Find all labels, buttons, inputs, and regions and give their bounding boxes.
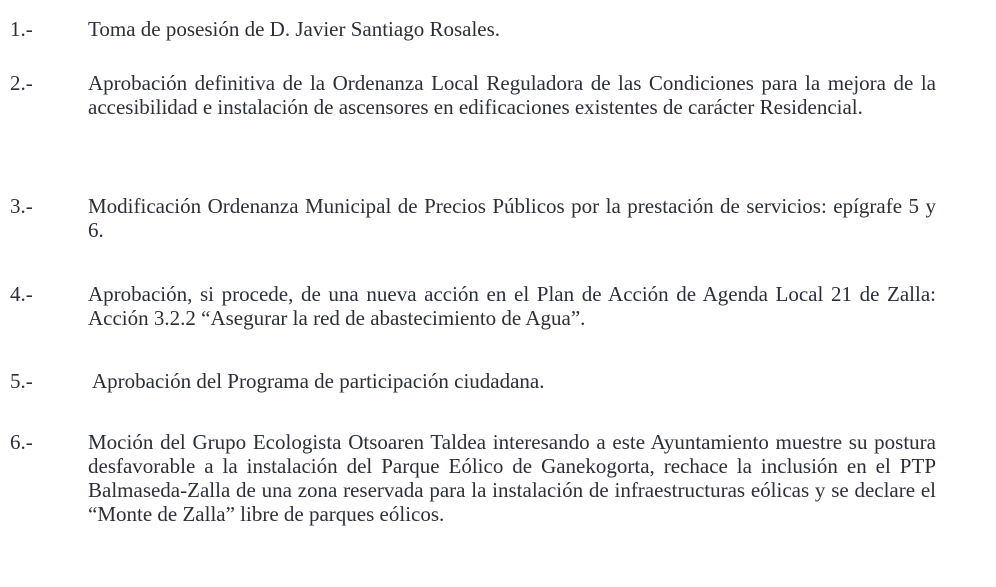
item-text: Aprobación, si procede, de una nueva acción en el Plan de Acción de Agenda Local 21 de Zalla: Acción 3.2.2 “Asegurar la red de abastecimiento de Agua”.	[88, 282, 936, 330]
item-number: 1.-	[10, 17, 33, 41]
item-text: Aprobación definitiva de la Ordenanza Local Reguladora de las Condiciones para la mejora de la accesibilidad e instalación de ascensores en edificaciones existentes de carácter Residencial.	[88, 71, 936, 119]
item-number: 2.-	[10, 71, 33, 95]
item-text: Moción del Grupo Ecologista Otsoaren Taldea interesando a este Ayuntamiento muestre su postura desfavorable a la instalación del Parque Eólico de Ganekogorta, rechace la inclusión en el PTP Balmaseda-Zalla de una zona reservada para la instalación de infraestructuras eólicas y se declare el “Monte de Zalla” libre de parques eólicos.	[88, 430, 936, 526]
item-text: Aprobación del Programa de participación ciudadana.	[92, 369, 545, 393]
item-number: 4.-	[10, 282, 33, 306]
item-text: Modificación Ordenanza Municipal de Precios Públicos por la prestación de servicios: epígrafe 5 y 6.	[88, 194, 936, 242]
item-number: 6.-	[10, 430, 33, 454]
item-text: Toma de posesión de D. Javier Santiago Rosales.	[88, 17, 501, 41]
item-number: 5.-	[10, 369, 33, 393]
item-number: 3.-	[10, 194, 33, 218]
